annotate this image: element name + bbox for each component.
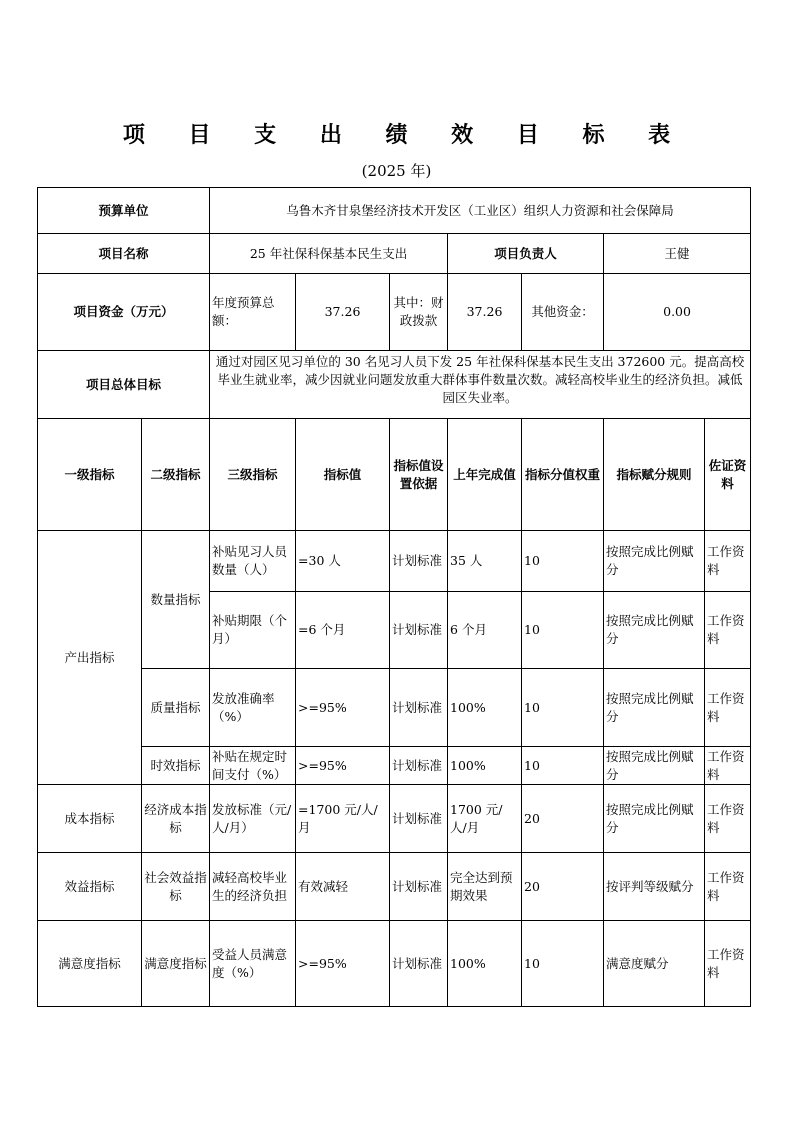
basis-cell: 计划标准: [390, 747, 448, 785]
last-year-cell: 100%: [448, 921, 522, 1007]
col-level2: 二级指标: [142, 419, 210, 531]
rule-cell: 按照完成比例赋分: [604, 592, 705, 669]
evidence-cell: 工作资料: [705, 921, 751, 1007]
last-year-cell: 35 人: [448, 531, 522, 592]
value-cell: =1700 元/人/月: [296, 785, 390, 853]
value-cell: =30 人: [296, 531, 390, 592]
level3-cell: 补贴在规定时间支付（%）: [210, 747, 296, 785]
level2-timeliness: 时效指标: [142, 747, 210, 785]
col-value: 指标值: [296, 419, 390, 531]
weight-cell: 10: [522, 592, 604, 669]
project-name-label: 项目名称: [38, 234, 210, 274]
budget-unit-value: 乌鲁木齐甘泉堡经济技术开发区（工业区）组织人力资源和社会保障局: [210, 188, 751, 234]
value-cell: >=95%: [296, 921, 390, 1007]
performance-table: [37, 187, 751, 1007]
level3-cell: 补贴期限（个月）: [210, 592, 296, 669]
weight-cell: 20: [522, 853, 604, 921]
col-last-year: 上年完成值: [448, 419, 522, 531]
weight-cell: 20: [522, 785, 604, 853]
other-funds-value: 0.00: [604, 274, 751, 351]
rule-cell: 按照完成比例赋分: [604, 785, 705, 853]
evidence-cell: 工作资料: [705, 747, 751, 785]
basis-cell: 计划标准: [390, 853, 448, 921]
col-basis: 指标值设置依据: [390, 419, 448, 531]
column-header-row: [38, 419, 751, 531]
funds-label: 项目资金（万元）: [38, 274, 210, 351]
table-row: [38, 785, 751, 853]
level2-economic-cost: 经济成本指标: [142, 785, 210, 853]
col-evidence: 佐证资料: [705, 419, 751, 531]
level1-cost: 成本指标: [38, 785, 142, 853]
rule-cell: 按评判等级赋分: [604, 853, 705, 921]
level3-cell: 减轻高校毕业生的经济负担: [210, 853, 296, 921]
value-cell: 有效减轻: [296, 853, 390, 921]
level1-output: 产出指标: [38, 531, 142, 785]
table-row: [38, 747, 751, 785]
last-year-cell: 100%: [448, 669, 522, 747]
goal-row: [38, 351, 751, 419]
rule-cell: 按照完成比例赋分: [604, 531, 705, 592]
table-row: [38, 669, 751, 747]
rule-cell: 按照完成比例赋分: [604, 669, 705, 747]
level1-satisfaction: 满意度指标: [38, 921, 142, 1007]
goal-label: 项目总体目标: [38, 351, 210, 419]
weight-cell: 10: [522, 921, 604, 1007]
level2-satisfaction: 满意度指标: [142, 921, 210, 1007]
level2-quality: 质量指标: [142, 669, 210, 747]
value-cell: =6 个月: [296, 592, 390, 669]
basis-cell: 计划标准: [390, 531, 448, 592]
level3-cell: 发放标准（元/人/月）: [210, 785, 296, 853]
evidence-cell: 工作资料: [705, 592, 751, 669]
goal-text: 通过对园区见习单位的 30 名见习人员下发 25 年社保科保基本民生支出 372600 元。提高高校毕业生就业率，减少因就业问题发放重大群体事件数量次数。减轻高校毕业生的经济负担。减低园区失业率。: [210, 351, 751, 419]
basis-cell: 计划标准: [390, 669, 448, 747]
last-year-cell: 6 个月: [448, 592, 522, 669]
last-year-cell: 100%: [448, 747, 522, 785]
basis-cell: 计划标准: [390, 785, 448, 853]
col-weight: 指标分值权重: [522, 419, 604, 531]
evidence-cell: 工作资料: [705, 853, 751, 921]
weight-cell: 10: [522, 531, 604, 592]
table-row: [38, 531, 751, 592]
weight-cell: 10: [522, 669, 604, 747]
rule-cell: 满意度赋分: [604, 921, 705, 1007]
level2-social-benefit: 社会效益指标: [142, 853, 210, 921]
table-row: [38, 853, 751, 921]
table-row: [38, 921, 751, 1007]
budget-unit-row: [38, 188, 751, 234]
fiscal-value: 37.26: [448, 274, 522, 351]
last-year-cell: 1700 元/人/月: [448, 785, 522, 853]
value-cell: >=95%: [296, 747, 390, 785]
value-cell: >=95%: [296, 669, 390, 747]
basis-cell: 计划标准: [390, 592, 448, 669]
level3-cell: 受益人员满意度（%）: [210, 921, 296, 1007]
weight-cell: 10: [522, 747, 604, 785]
col-level1: 一级指标: [38, 419, 142, 531]
annual-budget-value: 37.26: [296, 274, 390, 351]
funds-row: [38, 274, 751, 351]
level3-cell: 发放准确率（%）: [210, 669, 296, 747]
level2-quantity: 数量指标: [142, 531, 210, 669]
level3-cell: 补贴见习人员数量（人）: [210, 531, 296, 592]
project-name-row: [38, 234, 751, 274]
level1-benefit: 效益指标: [38, 853, 142, 921]
page-title: 项 目 支 出 绩 效 目 标 表: [122, 123, 689, 148]
project-owner-value: 王健: [604, 234, 751, 274]
evidence-cell: 工作资料: [705, 785, 751, 853]
project-name-value: 25 年社保科保基本民生支出: [210, 234, 448, 274]
rule-cell: 按照完成比例赋分: [604, 747, 705, 785]
col-rule: 指标赋分规则: [604, 419, 705, 531]
col-level3: 三级指标: [210, 419, 296, 531]
project-owner-label: 项目负责人: [448, 234, 604, 274]
last-year-cell: 完全达到预期效果: [448, 853, 522, 921]
page-subtitle: (2025 年): [361, 162, 432, 180]
fiscal-label: 其中：财政拨款: [390, 274, 448, 351]
evidence-cell: 工作资料: [705, 531, 751, 592]
evidence-cell: 工作资料: [705, 669, 751, 747]
budget-unit-label: 预算单位: [38, 188, 210, 234]
basis-cell: 计划标准: [390, 921, 448, 1007]
other-funds-label: 其他资金：: [522, 274, 604, 351]
annual-budget-label: 年度预算总额：: [210, 274, 296, 351]
